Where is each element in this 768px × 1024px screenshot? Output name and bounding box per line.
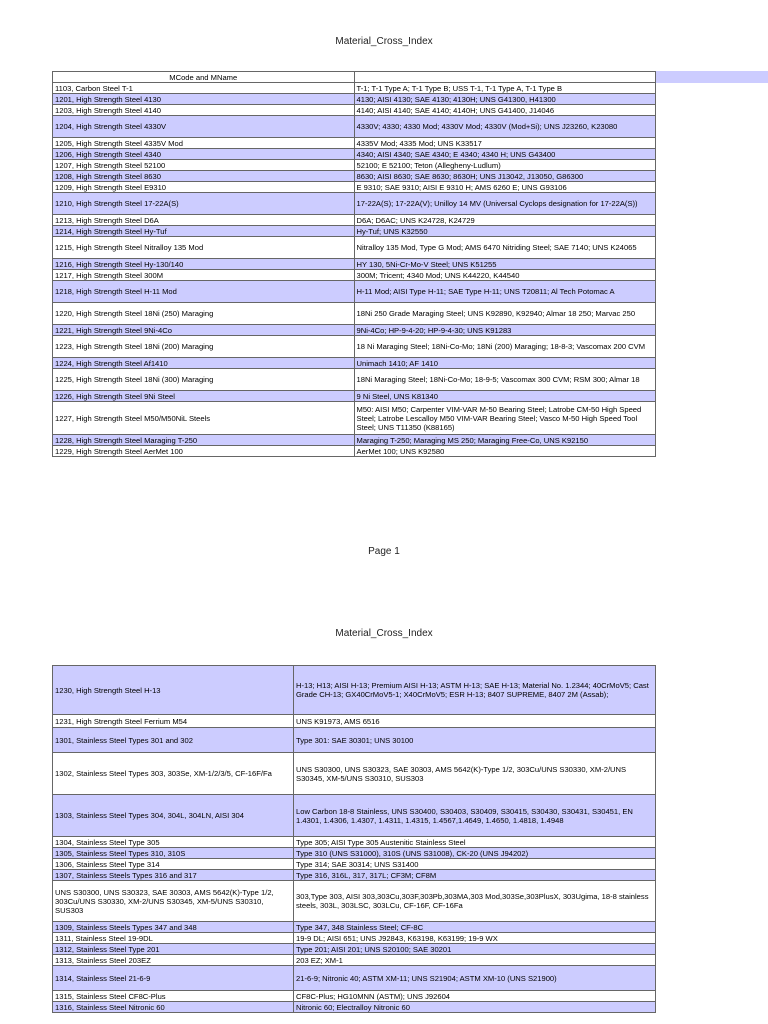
column-header-mcode: MCode and MName (53, 72, 355, 83)
material-code-cell: 1224, High Strength Steel Af1410 (53, 358, 355, 369)
table-row (53, 94, 656, 105)
material-names-cell: 18Ni Maraging Steel; 18Ni-Co-Mo; 18-9-5; Vascomax 300 CVM; RSM 300; Almar 18 (354, 369, 656, 391)
table-row (53, 226, 656, 237)
material-names-cell: 4130; AISI 4130; SAE 4130; 4130H; UNS G41300, H41300 (354, 94, 656, 105)
material-code-cell: 1315, Stainless Steel CF8C-Plus (53, 991, 294, 1002)
table-row (53, 138, 656, 149)
material-code-cell: 1208, High Strength Steel 8630 (53, 171, 355, 182)
material-code-cell: 1214, High Strength Steel Hy-Tuf (53, 226, 355, 237)
material-names-cell: Type 201; AISI 201; UNS S20100; SAE 30201 (294, 944, 656, 955)
material-code-cell: 1312, Stainless Steel Type 201 (53, 944, 294, 955)
material-code-cell: 1207, High Strength Steel 52100 (53, 160, 355, 171)
material-names-cell: Low Carbon 18-8 Stainless, UNS S30400, S30403, S30409, S30415, S30430, S30431, S30451, EN 1.4301, 1.4306, 1.4307, 1.4311, 1.4315, 1.4567,1.4649, 1.4650, 1.4818, 1.4948 (294, 795, 656, 837)
table-row (53, 171, 656, 182)
table-row (53, 391, 656, 402)
material-names-cell: 9Ni-4Co; HP-9-4-20; HP-9-4-30; UNS K91283 (354, 325, 656, 336)
material-code-cell: 1204, High Strength Steel 4330V (53, 116, 355, 138)
table-row (53, 303, 656, 325)
table-row (53, 859, 656, 870)
material-names-cell: 18Ni 250 Grade Maraging Steel; UNS K92890, K92940; Almar 18 250; Marvac 250 (354, 303, 656, 325)
material-code-cell: UNS S30300, UNS S30323, SAE 30303, AMS 5642(K)-Type 1/2, 303Cu/UNS S30330, XM-2/UNS S30345, XM-5/UNS S30310, SUS303 (53, 881, 294, 922)
material-code-cell: 1209, High Strength Steel E9310 (53, 182, 355, 193)
table-row (53, 991, 656, 1002)
material-names-cell: HY 130, 5Ni-Cr-Mo-V Steel; UNS K51255 (354, 259, 656, 270)
table-row (53, 944, 656, 955)
table-row (53, 160, 656, 171)
table-row (53, 446, 656, 457)
material-code-cell: 1221, High Strength Steel 9Ni-4Co (53, 325, 355, 336)
material-code-cell: 1223, High Strength Steel 18Ni (200) Maraging (53, 336, 355, 358)
material-code-cell: 1313, Stainless Steel 203EZ (53, 955, 294, 966)
table-row (53, 666, 656, 715)
table-row (53, 270, 656, 281)
material-code-cell: 1218, High Strength Steel H-11 Mod (53, 281, 355, 303)
material-names-cell: Type 301: SAE 30301; UNS 30100 (294, 728, 656, 753)
column-header-names (354, 72, 656, 83)
table-row (53, 922, 656, 933)
material-code-cell: 1230, High Strength Steel H-13 (53, 666, 294, 715)
table-row (53, 259, 656, 270)
page-2-title: Material_Cross_Index (335, 628, 433, 639)
material-code-cell: 1231, High Strength Steel Ferrium M54 (53, 715, 294, 728)
page-footer: Page 1 (368, 546, 400, 557)
material-names-cell: 9 Ni Steel, UNS K81340 (354, 391, 656, 402)
material-names-cell: 303,Type 303, AISI 303,303Cu,303F,303Pb,303MA,303 Mod,303Se,303PlusX, 303Ugima, 18-8 stainless steels, 303L, 303LSC, 303LCu, CF-16F, CF-16Fa (294, 881, 656, 922)
table-row (53, 1002, 656, 1013)
material-names-cell: T-1; T-1 Type A; T-1 Type B; USS T-1, T-1 Type A, T-1 Type B (354, 83, 656, 94)
material-code-cell: 1201, High Strength Steel 4130 (53, 94, 355, 105)
material-names-cell: 300M; Tricent; 4340 Mod; UNS K44220, K44540 (354, 270, 656, 281)
material-code-cell: 1215, High Strength Steel Nitralloy 135 Mod (53, 237, 355, 259)
material-code-cell: 1307, Stainless Steels Types 316 and 317 (53, 870, 294, 881)
material-names-cell: Hy-Tuf; UNS K32550 (354, 226, 656, 237)
table-row (53, 358, 656, 369)
material-names-cell: 18 Ni Maraging Steel; 18Ni-Co-Mo; 18Ni (200) Maraging; 18-8-3; Vascomax 200 CVM (354, 336, 656, 358)
table-row (53, 753, 656, 795)
table-row (53, 193, 656, 215)
material-code-cell: 1302, Stainless Steel Types 303, 303Se, XM-1/2/3/5, CF-16F/Fa (53, 753, 294, 795)
table-row (53, 149, 656, 160)
table-row (53, 83, 656, 94)
table-row (53, 435, 656, 446)
table-row (53, 955, 656, 966)
material-names-cell: AerMet 100; UNS K92580 (354, 446, 656, 457)
material-code-cell: 1217, High Strength Steel 300M (53, 270, 355, 281)
material-names-cell: 21-6-9; Nitronic 40; ASTM XM-11; UNS S21904; ASTM XM-10 (UNS S21900) (294, 966, 656, 991)
material-names-cell: 8630; AISI 8630; SAE 8630; 8630H; UNS J13042, J13050, G86300 (354, 171, 656, 182)
material-names-cell: 4340; AISI 4340; SAE 4340; E 4340; 4340 H; UNS G43400 (354, 149, 656, 160)
table-row (53, 281, 656, 303)
material-names-cell: H-11 Mod; AISI Type H-11; SAE Type H-11; UNS T20811; Al Tech Potomac A (354, 281, 656, 303)
table-row (53, 105, 656, 116)
material-code-cell: 1306, Stainless Steel Type 314 (53, 859, 294, 870)
table-row (53, 933, 656, 944)
material-code-cell: 1103, Carbon Steel T-1 (53, 83, 355, 94)
material-code-cell: 1210, High Strength Steel 17-22A(S) (53, 193, 355, 215)
table-row (53, 966, 656, 991)
material-code-cell: 1227, High Strength Steel M50/M50NiL Steels (53, 402, 355, 435)
material-names-cell: Type 314; SAE 30314; UNS S31400 (294, 859, 656, 870)
material-code-cell: 1316, Stainless Steel Nitronic 60 (53, 1002, 294, 1013)
material-names-cell: Unimach 1410; AF 1410 (354, 358, 656, 369)
table-row (53, 837, 656, 848)
material-names-cell: CF8C-Plus; HG10MNN (ASTM); UNS J92604 (294, 991, 656, 1002)
material-code-cell: 1309, Stainless Steels Types 347 and 348 (53, 922, 294, 933)
table-row (53, 881, 656, 922)
cross-index-table-page-2 (52, 665, 656, 1013)
material-code-cell: 1314, Stainless Steel 21-6-9 (53, 966, 294, 991)
material-names-cell: 203 EZ; XM-1 (294, 955, 656, 966)
cross-index-table-page-1 (52, 71, 656, 457)
material-code-cell: 1311, Stainless Steel 19-9DL (53, 933, 294, 944)
material-names-cell: Type 310 (UNS S31000), 310S (UNS S31008), CK-20 (UNS J94202) (294, 848, 656, 859)
material-names-cell: 19-9 DL; AISI 651; UNS J92843, K63198, K63199; 19-9 WX (294, 933, 656, 944)
material-names-cell: 4140; AISI 4140; SAE 4140; 4140H; UNS G41400, J14046 (354, 105, 656, 116)
material-code-cell: 1220, High Strength Steel 18Ni (250) Maraging (53, 303, 355, 325)
material-code-cell: 1226, High Strength Steel 9Ni Steel (53, 391, 355, 402)
material-names-cell: Type 347, 348 Stainless Steel; CF-8C (294, 922, 656, 933)
material-code-cell: 1205, High Strength Steel 4335V Mod (53, 138, 355, 149)
material-names-cell: 17-22A(S); 17-22A(V); Unilloy 14 MV (Universal Cyclops designation for 17-22A(S)) (354, 193, 656, 215)
material-names-cell: UNS K91973, AMS 6516 (294, 715, 656, 728)
material-names-cell: H-13; H13; AISI H-13; Premium AISI H-13; ASTM H-13; SAE H-13; Material No. 1.2344; 40CrMoV5; Cast Grade CH-13; GX40CrMoV5-1; X40CrMoV5; ESR H-13; 8407 SUPREME, 8407 2M (Assab); (294, 666, 656, 715)
material-names-cell: 4330V; 4330; 4330 Mod; 4330V Mod; 4330V (Mod+Si); UNS J23260, K23080 (354, 116, 656, 138)
table-row (53, 336, 656, 358)
table-row (53, 402, 656, 435)
table-row (53, 182, 656, 193)
material-code-cell: 1203, High Strength Steel 4140 (53, 105, 355, 116)
table-row (53, 728, 656, 753)
material-names-cell: M50: AISI M50; Carpenter VIM-VAR M-50 Bearing Steel; Latrobe CM-50 High Speed Steel; Latrobe Lescalloy M50 VIM-VAR Bearing Steel; Vasco M-50 High Speed Tool Steel; UNS T11350 (K88165) (354, 402, 656, 435)
table-row (53, 369, 656, 391)
material-names-cell: D6A; D6AC; UNS K24728, K24729 (354, 215, 656, 226)
page-1-title: Material_Cross_Index (335, 36, 433, 47)
material-code-cell: 1228, High Strength Steel Maraging T-250 (53, 435, 355, 446)
material-names-cell: E 9310; SAE 9310; AISI E 9310 H; AMS 6260 E; UNS G93106 (354, 182, 656, 193)
material-code-cell: 1301, Stainless Steel Types 301 and 302 (53, 728, 294, 753)
material-names-cell: Nitronic 60; Electralloy Nitronic 60 (294, 1002, 656, 1013)
material-names-cell: 52100; E 52100; Teton (Allegheny-Ludlum) (354, 160, 656, 171)
material-code-cell: 1206, High Strength Steel 4340 (53, 149, 355, 160)
table-row (53, 715, 656, 728)
table-row (53, 325, 656, 336)
table-row (53, 215, 656, 226)
material-names-cell: Type 316, 316L, 317, 317L; CF3M; CF8M (294, 870, 656, 881)
table-row (53, 116, 656, 138)
material-code-cell: 1225, High Strength Steel 18Ni (300) Maraging (53, 369, 355, 391)
material-names-cell: 4335V Mod; 4335 Mod; UNS K33517 (354, 138, 656, 149)
table-row (53, 848, 656, 859)
material-names-cell: Type 305; AISI Type 305 Austenitic Stainless Steel (294, 837, 656, 848)
material-code-cell: 1305, Stainless Steel Types 310, 310S (53, 848, 294, 859)
material-code-cell: 1213, High Strength Steel D6A (53, 215, 355, 226)
material-names-cell: Nitralloy 135 Mod, Type G Mod; AMS 6470 Nitriding Steel; SAE 7140; UNS K24065 (354, 237, 656, 259)
material-names-cell: UNS S30300, UNS S30323, SAE 30303, AMS 5642(K)-Type 1/2, 303Cu/UNS S30330, XM-2/UNS S30345, XM-5/UNS S30310, SUS303 (294, 753, 656, 795)
material-names-cell: Maraging T-250; Maraging MS 250; Maraging Free-Co, UNS K92150 (354, 435, 656, 446)
highlight-bar (656, 71, 768, 83)
material-code-cell: 1304, Stainless Steel Type 305 (53, 837, 294, 848)
material-code-cell: 1216, High Strength Steel Hy-130/140 (53, 259, 355, 270)
table-row (53, 870, 656, 881)
table-row (53, 237, 656, 259)
material-code-cell: 1229, High Strength Steel AerMet 100 (53, 446, 355, 457)
material-code-cell: 1303, Stainless Steel Types 304, 304L, 304LN, AISI 304 (53, 795, 294, 837)
table-row (53, 795, 656, 837)
